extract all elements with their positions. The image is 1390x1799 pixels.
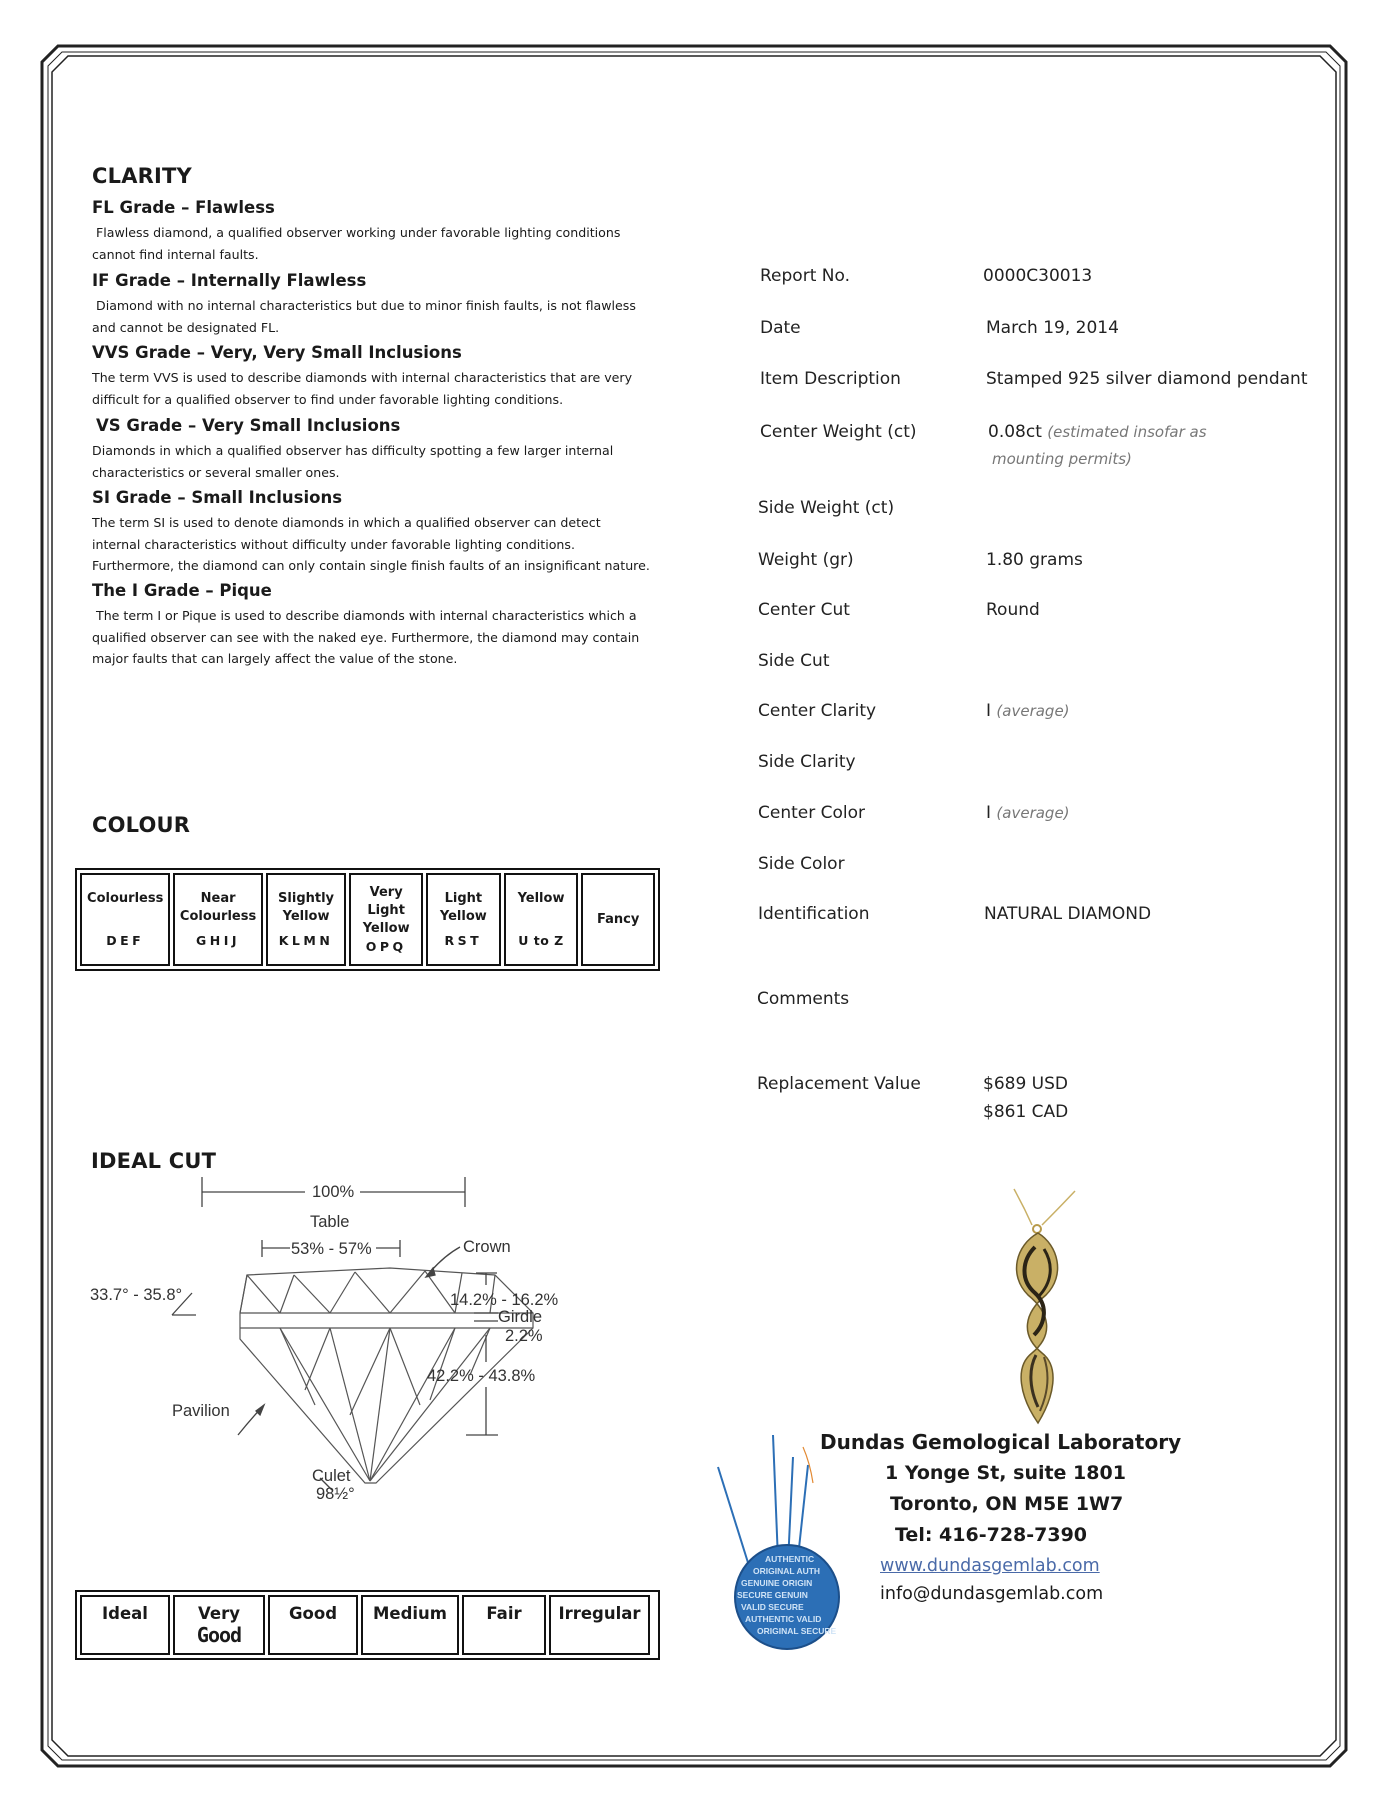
- grade-vs-text: Diamonds in which a qualified observer has difficulty spotting a few larger internal characteristics or several smaller ones.: [92, 443, 614, 480]
- replacement-value-cad: $861 CAD: [983, 1102, 1069, 1122]
- replacement-value-usd: $689 USD: [983, 1074, 1068, 1094]
- grade-si-title: SI Grade – Small Inclusions: [92, 488, 343, 507]
- grade-i-text: The term I or Pique is used to describe diamonds with internal characteristics which a qualified observer can see with the naked eye. Furthermore, the diamond may contain major faults that can largely affect the value of the stone.: [92, 608, 640, 666]
- lab-address: 1 Yonge St, suite 1801: [885, 1462, 1126, 1484]
- side-weight-label: Side Weight (ct): [758, 498, 895, 518]
- grade-if-title: IF Grade – Internally Flawless: [92, 271, 367, 290]
- cut-grade-table: [75, 1590, 660, 1660]
- lab-website-link[interactable]: www.dundasgemlab.com: [880, 1556, 1100, 1576]
- colour-cell-light-yellow: [426, 873, 501, 966]
- item-description-value: Stamped 925 silver diamond pendant: [986, 369, 1308, 389]
- cut-grade-medium: [361, 1595, 459, 1655]
- authenticity-seal: [715, 1435, 865, 1650]
- colour-label: Colourless: [179, 908, 257, 924]
- colour-heading: COLOUR: [92, 813, 191, 837]
- grade-si-text: The term SI is used to denote diamonds in which a qualified observer can detect internal characteristics without difficulty under favorable lighting conditions. Furthermore, the diamond can only contain single finish faults of an insignificant nature.: [92, 515, 650, 573]
- weight-value: 1.80 grams: [986, 550, 1083, 570]
- report-no-value: 0000C30013: [983, 266, 1093, 286]
- diagram-crown-height: 14.2% - 16.2%: [450, 1291, 559, 1309]
- grade-if-text: Diamond with no internal characteristics but due to minor finish faults, is not flawless and cannot be designated FL.: [92, 298, 636, 335]
- date-value: March 19, 2014: [986, 318, 1119, 338]
- grade-vvs-title: VVS Grade – Very, Very Small Inclusions: [92, 343, 462, 362]
- cut-grade-label: Medium: [372, 1604, 448, 1623]
- lab-city: Toronto, ON M5E 1W7: [890, 1493, 1124, 1515]
- center-color-value: I: [986, 803, 992, 823]
- center-color-note: (average): [996, 804, 1070, 822]
- diagram-table-label: Table: [310, 1213, 350, 1231]
- colour-label: Yellow: [282, 908, 330, 924]
- colour-cell-colourless: [80, 873, 170, 966]
- seal-text-line: VALID SECURE: [741, 1602, 804, 1612]
- center-clarity-label: Center Clarity: [758, 701, 877, 721]
- cut-grade-label: Irregular: [558, 1604, 641, 1623]
- colour-letters: U to Z: [518, 932, 564, 948]
- lab-email[interactable]: info@dundasgemlab.com: [880, 1584, 1104, 1604]
- colour-label: Very: [369, 884, 403, 900]
- ideal-cut-diagram: [90, 1175, 670, 1510]
- grade-vvs-text: The term VVS is used to describe diamonds with internal characteristics that are very difficult for a qualified observer to find under favorable lighting conditions.: [92, 370, 633, 407]
- side-cut-label: Side Cut: [758, 651, 830, 671]
- diagram-pavilion-depth: 42.2% - 43.8%: [427, 1367, 536, 1385]
- identification-label: Identification: [758, 904, 870, 924]
- center-cut-label: Center Cut: [758, 600, 850, 620]
- cut-grade-fair: [462, 1595, 546, 1655]
- colour-cell-slightly-yellow: [266, 873, 347, 966]
- seal-text-line: ORIGINAL SECURE: [757, 1626, 837, 1636]
- diagram-crown-label: Crown: [463, 1238, 511, 1256]
- lab-name: Dundas Gemological Laboratory: [820, 1430, 1182, 1454]
- cut-grade-label: Very: [198, 1604, 240, 1623]
- colour-label: Slightly: [278, 890, 335, 906]
- comments-label: Comments: [757, 989, 850, 1009]
- replacement-value-label: Replacement Value: [757, 1074, 921, 1094]
- ideal-cut-heading: IDEAL CUT: [91, 1149, 217, 1173]
- center-weight-value: 0.08ct: [988, 422, 1042, 442]
- colour-letters: DEF: [106, 932, 145, 948]
- colour-label: Colourless: [87, 890, 164, 906]
- grade-fl-text: Flawless diamond, a qualified observer working under favorable lighting conditions cannot find internal faults.: [92, 225, 621, 262]
- colour-label: Yellow: [362, 920, 410, 936]
- seal-text-line: ORIGINAL AUTH: [753, 1566, 821, 1576]
- seal-text-line: GENUINE ORIGIN: [741, 1578, 813, 1588]
- cut-grade-handwritten-good: Good: [196, 1623, 242, 1647]
- diagram-table-range: 53% - 57%: [291, 1240, 372, 1258]
- cut-grade-ideal: [80, 1595, 170, 1655]
- colour-letters: OPQ: [365, 938, 407, 954]
- center-weight-label: Center Weight (ct): [760, 422, 917, 442]
- seal-text-line: SECURE GENUIN: [737, 1590, 808, 1600]
- center-cut-value: Round: [986, 600, 1040, 620]
- diagram-culet-value: 98½°: [316, 1485, 355, 1503]
- cut-grade-irregular: [549, 1595, 650, 1655]
- weight-label: Weight (gr): [758, 550, 854, 570]
- center-color-value-row: [986, 803, 1070, 823]
- colour-label: Light: [444, 890, 483, 906]
- colour-cell-yellow: [504, 873, 579, 966]
- colour-label: Yellow: [517, 890, 565, 906]
- center-clarity-value-row: [986, 701, 1070, 721]
- side-color-label: Side Color: [758, 854, 845, 874]
- colour-letters: RST: [444, 932, 483, 948]
- diagram-crown-angle: 33.7° - 35.8°: [90, 1286, 183, 1304]
- colour-cell-very-light-yellow: [349, 873, 423, 966]
- report-no-label: Report No.: [760, 266, 850, 286]
- center-clarity-note: (average): [996, 702, 1070, 720]
- center-color-label: Center Color: [758, 803, 866, 823]
- colour-label: Yellow: [439, 908, 487, 924]
- center-weight-note-2: mounting permits): [992, 450, 1132, 468]
- colour-letters: KLMN: [278, 932, 334, 948]
- cut-grade-very-good: [173, 1595, 265, 1655]
- lab-phone: Tel: 416-728-7390: [895, 1524, 1088, 1546]
- clarity-heading: CLARITY: [92, 164, 192, 188]
- grade-vs-title: VS Grade – Very Small Inclusions: [96, 416, 401, 435]
- center-weight-value-row: [988, 422, 1207, 442]
- diagram-width-label: 100%: [312, 1183, 355, 1201]
- identification-value: NATURAL DIAMOND: [984, 904, 1152, 924]
- grade-i-title: The I Grade – Pique: [92, 581, 272, 600]
- diagram-culet-label: Culet: [312, 1467, 351, 1485]
- cut-grade-label: Fair: [486, 1604, 522, 1623]
- date-label: Date: [760, 318, 801, 338]
- colour-cell-fancy: [581, 873, 655, 966]
- diagram-girdle-label: Girdle: [498, 1308, 543, 1326]
- colour-cell-near-colourless: [173, 873, 262, 966]
- diagram-pavilion-label: Pavilion: [172, 1402, 230, 1420]
- cut-grade-good: [268, 1595, 358, 1655]
- colour-label: Near: [200, 890, 236, 906]
- colour-letters: GHIJ: [196, 932, 241, 948]
- item-description-label: Item Description: [760, 369, 901, 389]
- seal-text-line: AUTHENTIC: [765, 1554, 815, 1564]
- pendant-photo: [980, 1185, 1090, 1435]
- center-weight-note-1: (estimated insofar as: [1047, 423, 1207, 441]
- colour-label: Light: [367, 902, 405, 918]
- center-clarity-value: I: [986, 701, 992, 721]
- colour-label: Fancy: [597, 911, 640, 927]
- cut-grade-label: Ideal: [102, 1604, 148, 1623]
- colour-scale-table: [75, 868, 660, 971]
- diagram-girdle-value: 2.2%: [505, 1327, 543, 1345]
- seal-text-line: AUTHENTIC VALID: [745, 1614, 822, 1624]
- grade-fl-title: FL Grade – Flawless: [92, 198, 275, 217]
- cut-grade-label: Good: [288, 1604, 338, 1623]
- side-clarity-label: Side Clarity: [758, 752, 856, 772]
